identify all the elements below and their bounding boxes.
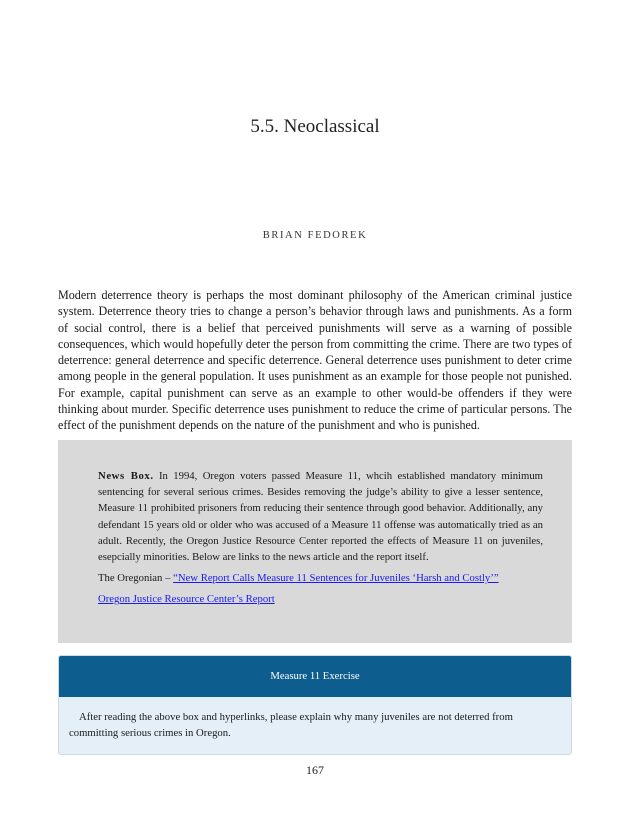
page-title: 5.5. Neoclassical xyxy=(250,116,380,137)
exercise-box xyxy=(58,655,572,755)
report-link-line xyxy=(98,591,543,607)
article-link-line xyxy=(98,570,543,586)
exercise-title: Measure 11 Exercise xyxy=(59,656,571,697)
article-link[interactable]: “New Report Calls Measure 11 Sentences for Juveniles ‘Harsh and Costly’” xyxy=(173,572,499,585)
news-box-lead: News Box. xyxy=(98,470,154,482)
report-link[interactable]: Oregon Justice Resource Center’s Report xyxy=(98,593,275,606)
intro-paragraph: Modern deterrence theory is perhaps the most dominant philosophy of the American criminal justice system. Deterrence theory tries to change a person’s behavior through laws and punishments. As a form of social control, there is a belief that perceived punishments will serve as a warning of possible consequences, which would hopefully deter the person from committing the crime. There are two types of deterrence: general deterrence and specific deterrence. General deterrence uses punishment to deter crime among people in the general population. It uses punishment as an example for those people not punished. For example, capital punishment can serve as an example to other would-be offenders if they were thinking about murder. Specific deterrence uses punishment to reduce the crime of particular persons. The effect of the punishment depends on the nature of the punishment and who is punished. xyxy=(58,288,572,433)
author-name: BRIAN FEDOREK xyxy=(262,230,368,241)
news-box xyxy=(58,440,572,643)
exercise-body: After reading the above box and hyperlinks, please explain why many juveniles are not deterred from committing serious crimes in Oregon. xyxy=(69,711,513,740)
news-box-text xyxy=(98,468,543,565)
article-source-label: The Oregonian – xyxy=(98,572,174,585)
page-number: 167 xyxy=(306,763,324,777)
news-box-body: In 1994, Oregon voters passed Measure 11, whcih established mandatory minimum sentencing for several serious crimes. Besides removing the judge’s ability to give a lesser sentence, Measure 11 prohibited prisoners from reducing their sentence through good behavior. Additionally, any defendant 15 years old or older who was accused of a Measure 11 offense was automatically tried as an adult. Recently, the Oregon Justice Resource Center reported the effects of Measure 11 on juveniles, esepcially minorities. Below are links to the news article and the report itself. xyxy=(98,470,543,564)
